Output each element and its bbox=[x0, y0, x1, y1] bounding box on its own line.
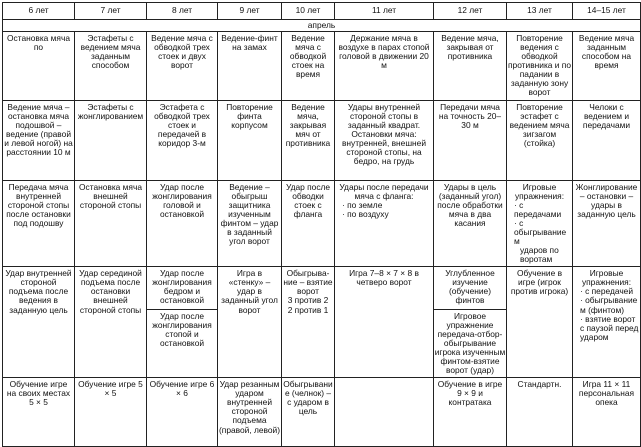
list-item-text: с обыгрыванием bbox=[514, 217, 567, 247]
table-cell: Эстафета с обводкой трех стоек и передачей в коридор 3-м bbox=[147, 100, 218, 180]
table-cell bbox=[282, 267, 335, 378]
table-cell: Удар внутренней стороной подъема после ведения в заданную цель bbox=[3, 267, 75, 378]
cell-text: Удар после жонглирования бедром и остановкой bbox=[152, 268, 212, 306]
col-header: 13 лет bbox=[507, 3, 573, 20]
col-header: 14–15 лет bbox=[573, 3, 641, 20]
table-row bbox=[3, 378, 641, 447]
list-item-text: по воздуху bbox=[347, 208, 389, 219]
col-header: 9 лет bbox=[218, 3, 282, 20]
table-cell: Стандартн. bbox=[507, 378, 573, 447]
list-item: · взятие ворот с паузой перед ударом bbox=[580, 313, 639, 342]
table-cell: Ведение мяча заданным способом на время bbox=[573, 32, 641, 101]
table-cell: Остановка мяча внешней стороной стопы bbox=[75, 180, 147, 267]
list-item bbox=[508, 246, 571, 264]
table-cell: Удар резанным ударом внутренней стороной подъема (правой, левой) bbox=[218, 378, 282, 447]
header-row bbox=[3, 3, 641, 20]
table-cell: Обучение игре 6 × 6 bbox=[147, 378, 218, 447]
table-cell: Удар после обводки стоек с фланга bbox=[282, 180, 335, 267]
table-cell: Челоки с ведением и передачами bbox=[573, 100, 641, 180]
table-row bbox=[3, 32, 641, 101]
month-row bbox=[3, 20, 641, 32]
table-cell: Эстафеты с жонглированием bbox=[75, 100, 147, 180]
list-item-text: с передачей bbox=[585, 286, 634, 297]
table-cell: Ведение-финт на замах bbox=[218, 32, 282, 101]
table-row bbox=[3, 180, 641, 267]
table-cell: Повторение финта корпусом bbox=[218, 100, 282, 180]
table-cell: Ведение – обыгрыш защитника изученным финтом – удар в заданный угол ворот bbox=[218, 180, 282, 267]
col-header: 11 лет bbox=[335, 3, 434, 20]
table-cell: Обыгрывание (челнок) – с ударом в цель bbox=[282, 378, 335, 447]
table-cell: Обучение игре 5 × 5 bbox=[75, 378, 147, 447]
table-row bbox=[3, 267, 641, 378]
table-cell: Жонглирование – остановки – удары в заданную цель bbox=[573, 180, 641, 267]
cell-text: Удары после передачи мяча с фланга: bbox=[339, 181, 429, 201]
training-plan-table bbox=[2, 2, 641, 447]
table-cell: Ведение мяча, закрывая мяч от противника bbox=[282, 100, 335, 180]
table-cell: Удары внутренней стороной стопы в заданный квадрат. Остановки мяча: внутренней, внешней стороной стопы, на бедро, на грудь bbox=[335, 100, 434, 180]
table-cell: Удары в цель (заданный угол) после обработки мяча в два касания bbox=[434, 180, 507, 267]
table-cell: Ведение мяча с обводкой трех стоек и двух ворот bbox=[147, 32, 218, 101]
table-cell: Игра в «стенку» – удар в заданный угол ворот bbox=[218, 267, 282, 378]
table-cell: Держание мяча в воздухе в парах стопой головой в движении 20 м bbox=[335, 32, 434, 101]
table-cell: Ведение мяча с обводкой стоек на время bbox=[282, 32, 335, 101]
table-cell: Передача мяча внутренней стороной стопы после остановки под подошву bbox=[3, 180, 75, 267]
cell-text: Обыгрыва- ние – взятие ворот bbox=[283, 268, 333, 297]
col-header: 10 лет bbox=[282, 3, 335, 20]
table-cell: Игра 11 × 11 персональная опека bbox=[573, 378, 641, 447]
table-cell: Удар после жонглирования головой и остановкой bbox=[147, 180, 218, 267]
table-cell bbox=[335, 378, 434, 447]
cell-subtext: 2 против 1 bbox=[287, 304, 329, 315]
col-header: 7 лет bbox=[75, 3, 147, 20]
table-cell bbox=[573, 267, 641, 378]
list-item: · по земле bbox=[342, 199, 383, 210]
list-item: · с передачами bbox=[514, 199, 562, 219]
table-cell: Обучение в игре (игрок против игрока) bbox=[507, 267, 573, 378]
table-cell bbox=[147, 267, 218, 378]
cell-subtext: 3 против 2 bbox=[287, 295, 329, 306]
list-item-text: по земле bbox=[347, 199, 383, 210]
col-header: 6 лет bbox=[3, 3, 75, 20]
table-row bbox=[3, 100, 641, 180]
cell-text: Игровые упражнения: bbox=[581, 268, 632, 288]
col-header: 12 лет bbox=[434, 3, 507, 20]
table-cell bbox=[507, 180, 573, 267]
list-item: · с передачей bbox=[580, 286, 634, 297]
table-cell: Передачи мяча на точность 20–30 м bbox=[434, 100, 507, 180]
table-cell: Обучение в игре 9 × 9 и контратака bbox=[434, 378, 507, 447]
col-header: 8 лет bbox=[147, 3, 218, 20]
cell-text: Игровые упражнения: bbox=[514, 181, 565, 201]
cell-text: Углубленное изучение (обучение) финтов bbox=[445, 268, 495, 306]
table-cell: Повторение эстафет с ведением мяча зигзагом (стойка) bbox=[507, 100, 573, 180]
table-cell: Удар серединой подъема после остановки внешней стороной стопы bbox=[75, 267, 147, 378]
table-cell bbox=[434, 267, 507, 378]
table-cell: Ведение мяча – остановка мяча подошвой – ведение (правой и левой ногой) на расстоянии 10 м bbox=[3, 100, 75, 180]
table-cell: Обучение игре на своих местах 5 × 5 bbox=[3, 378, 75, 447]
list-item-text: с передачами bbox=[514, 199, 562, 219]
list-item-text: обыгрыванием (финтом) bbox=[580, 295, 638, 315]
cell-subtext: Игровое упражнение передача-отбор-обыгрывание игрока изученным финтом-взятие ворот (удар) bbox=[434, 310, 506, 376]
month-label: апрель bbox=[3, 20, 641, 32]
list-item-text: ударов по воротам bbox=[520, 245, 559, 265]
table-cell bbox=[335, 180, 434, 267]
table-cell: Повторение ведения с обводкой противника и по падании в заданную зону ворот bbox=[507, 32, 573, 101]
table-cell: Игра 7–8 × 7 × 8 в четверо ворот bbox=[335, 267, 434, 378]
list-item: · с обыгрыванием bbox=[514, 217, 567, 247]
list-item: · по воздуху bbox=[342, 208, 389, 219]
table-cell: Остановка мяча по bbox=[3, 32, 75, 101]
table-cell: Ведение мяча, закрывая от противника bbox=[434, 32, 507, 101]
cell-subtext: Удар после жонглирования стопой и остановкой bbox=[147, 309, 217, 348]
table-cell: Эстафеты с ведением мяча заданным способом bbox=[75, 32, 147, 101]
list-item: · обыгрыванием (финтом) bbox=[580, 295, 638, 315]
list-item-text: взятие ворот с паузой перед ударом bbox=[580, 313, 639, 342]
schedule-page bbox=[2, 2, 639, 435]
